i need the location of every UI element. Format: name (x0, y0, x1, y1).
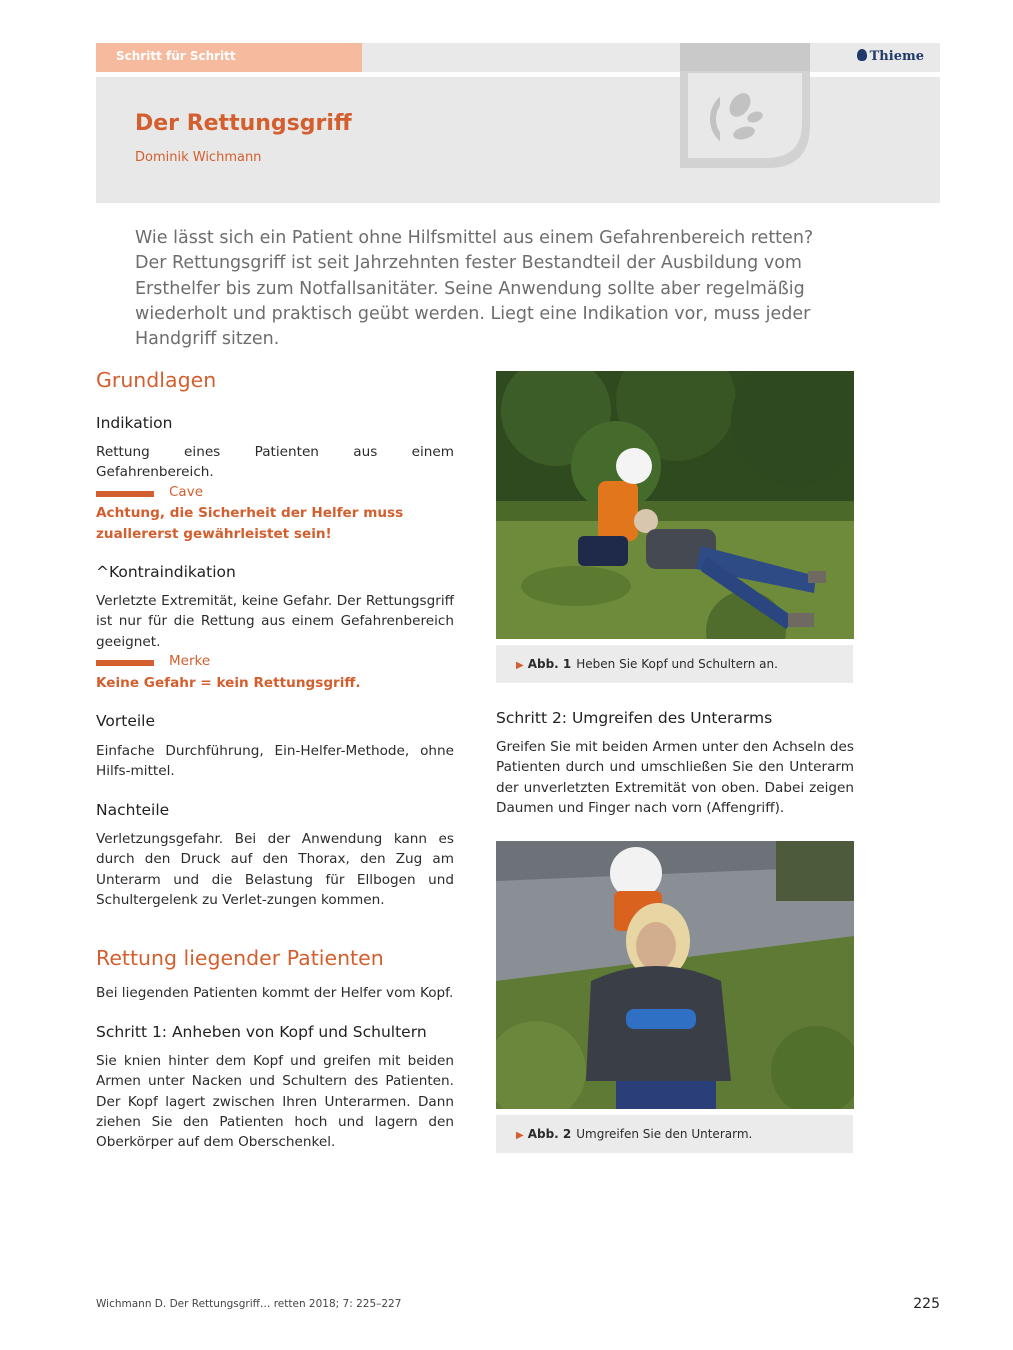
rubric-label: Schritt für Schritt (96, 43, 362, 72)
figure-2-caption-text: Umgreifen Sie den Unterarm. (576, 1127, 753, 1141)
figure-2-photo (496, 841, 854, 1109)
paragraph-schritt-2: Greifen Sie mit beiden Armen unter den Achseln des Patienten durch und umschließen Sie den Unterarm der unverletzten Extremität von oben. Dabei zeigen Daumen und Finger nach vorn (Affengriff). (496, 739, 854, 816)
figure-1-photo (496, 371, 854, 639)
article-author: Dominik Wichmann (135, 150, 262, 165)
publisher-logo (857, 49, 924, 64)
cave-text: Achtung, die Sicherheit der Helfer muss zuallererst gewährleistet sein! (96, 505, 404, 542)
page-number: 225 (913, 1296, 940, 1312)
figure-1-caption (496, 645, 853, 683)
section-heading-grundlagen: Grundlagen (96, 368, 217, 392)
merke-text: Keine Gefahr = kein Rettungsgriff. (96, 675, 361, 691)
thieme-icon (857, 49, 867, 61)
heading-schritt-1: Schritt 1: Anheben von Kopf und Schultern (96, 1023, 427, 1041)
caption-arrow-icon: ▶ (516, 1130, 524, 1141)
cave-label: Cave (169, 484, 203, 500)
article-title: Der Rettungsgriff (135, 111, 352, 136)
heading-nachteile: Nachteile (96, 801, 170, 819)
title-panel (96, 77, 940, 203)
paragraph-schritt-1: Sie knien hinter dem Kopf und greifen mit beiden Armen unter Nacken und Schultern des Patienten. Der Kopf lagert zwischen Ihren Unterarmen. Dann ziehen Sie den Patienten hoch und lagern den Oberkörper auf dem Oberschenkel. (96, 1053, 454, 1151)
figure-2-caption (496, 1115, 853, 1153)
figure-1-label: Abb. 1 (527, 657, 572, 671)
figure-1-caption-text: Heben Sie Kopf und Schultern an. (576, 657, 778, 671)
paragraph-vorteile: Einfache Durchführung, Ein-Helfer-Methode, ohne Hilfs-mittel. (96, 743, 454, 780)
paragraph-kontraindikation: Verletzte Extremität, keine Gefahr. Der Rettungsgriff ist nur für die Rettung aus einem Gefahrenbereich geeignet. (96, 593, 454, 650)
publisher-name: Thieme (869, 49, 924, 64)
footprint-logo-icon (680, 43, 810, 168)
paragraph-nachteile: Verletzungsgefahr. Bei der Anwendung kann es durch den Druck auf den Thorax, den Zug am Unterarm und die Belastung für Ellbogen und Schultergelenk zu Verlet-zungen kommen. (96, 831, 454, 908)
cave-marker (96, 491, 154, 497)
heading-kontraindikation: ^Kontraindikation (96, 563, 236, 581)
merke-marker (96, 660, 154, 666)
section-heading-rettung: Rettung liegender Patienten (96, 946, 384, 970)
heading-vorteile: Vorteile (96, 712, 156, 730)
lead-paragraph: Wie lässt sich ein Patient ohne Hilfsmittel aus einem Gefahrenbereich retten? Der Rettungsgriff ist seit Jahrzehnten fester Bestandteil der Ausbildung vom Ersthelfer bis zum Notfallsanitäter. Seine Anwendung sollte aber regelmäßig wiederholt und praktisch geübt werden. Liegt eine Indikation vor, muss jeder Handgriff sitzen. (135, 228, 814, 350)
merke-label: Merke (169, 653, 211, 669)
heading-indikation: Indikation (96, 414, 173, 432)
paragraph-rettung: Bei liegenden Patienten kommt der Helfer vom Kopf. (96, 985, 454, 1001)
citation: Wichmann D. Der Rettungsgriff… retten 2018; 7: 225–227 (96, 1298, 402, 1310)
figure-2-label: Abb. 2 (527, 1127, 572, 1141)
heading-schritt-2: Schritt 2: Umgreifen des Unterarms (496, 709, 773, 727)
caption-arrow-icon: ▶ (516, 660, 524, 671)
paragraph-indikation: Rettung eines Patienten aus einem Gefahrenbereich. (96, 444, 454, 481)
